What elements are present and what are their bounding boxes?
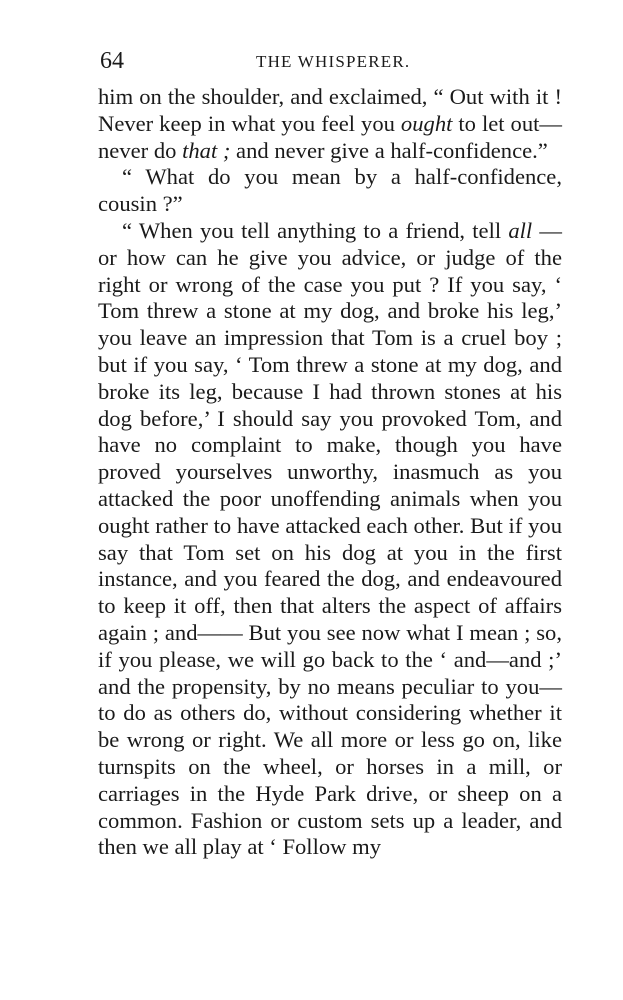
- paragraph: [98, 218, 562, 861]
- paragraph: [98, 164, 562, 218]
- text-segment: and never give a half-confidence.”: [230, 137, 548, 163]
- text-segment: him on the shoulder, and exclaimed, “ Out with it ! Never keep in what you feel you: [98, 84, 562, 136]
- text-segment: “ When you tell anything to a friend, tell: [122, 217, 509, 243]
- text-segment: “ What do you mean by a half-confidence, cousin ?”: [98, 164, 562, 217]
- italic-text: that ;: [182, 137, 231, 163]
- text-segment: to let out—never do: [98, 110, 562, 163]
- page-header: [96, 46, 562, 76]
- italic-text: all: [508, 217, 533, 243]
- page-number: 64: [100, 48, 124, 74]
- running-title: THE WHISPERER.: [256, 52, 411, 71]
- paragraph: [98, 84, 562, 164]
- body-text: [98, 84, 562, 861]
- italic-text: ought: [400, 110, 453, 136]
- text-segment: —or how can he give you advice, or judge of the right or wrong of the case you put ? If you say, ‘ Tom threw a stone at my dog, and broke his leg,’ you leave an impression that Tom is a cruel boy ; but if you say, ‘ Tom threw a stone at my dog, and broke its leg, because I had thrown stones at his dog before,’ I should say you provoked Tom, and have no complaint to make, though you have proved yourselves unworthy, inasmuch as you attacked the poor unoffending animals when you ought rather to have attacked each other. But if you say that Tom set on his dog at you in the first instance, and you feared the dog, and endeavoured to keep it off, then that alters the aspect of affairs again ; and—— But you see now what I mean ; so, if you please, we will go back to the ‘ and—and ;’ and the propensity, by no means peculiar to you—to do as others do, without considering whether it be wrong or right. We all more or less go on, like turnspits on the wheel, or horses in a mill, or carriages in the Hyde Park drive, or sheep on a common. Fashion or custom sets up a leader, and then we all play at ‘ Follow my: [98, 217, 562, 860]
